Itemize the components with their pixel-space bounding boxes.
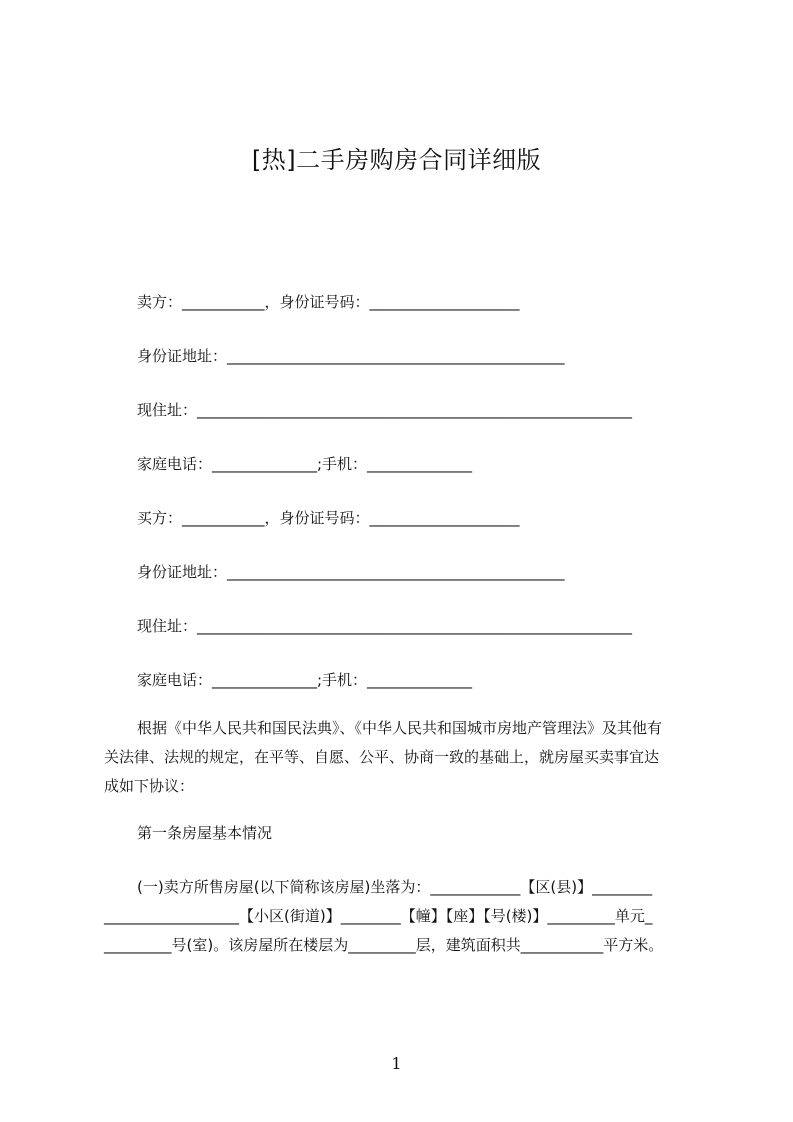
seller-name-id-line: 卖方：___________，身份证号码：____________________ [137, 293, 520, 311]
preamble-paragraph [104, 714, 704, 801]
buyer-current-address-line: 现住址：__________________________________________________________ [137, 617, 633, 635]
article1-heading: 第一条房屋基本情况 [137, 824, 273, 842]
preamble-line: 根据《中华人民共和国民法典》、《中华人民共和国城市房地产管理法》及其他有 [137, 719, 663, 737]
seller-id-address-line: 身份证地址：_____________________________________________ [137, 347, 565, 365]
preamble-line: 成如下协议： [104, 777, 195, 795]
buyer-phone-line: 家庭电话：______________;手机：______________ [137, 671, 473, 689]
preamble-line: 关法律、法规的规定，在平等、自愿、公平、协商一致的基础上，就房屋买卖事宜达 [104, 748, 660, 766]
article1-paragraph [104, 873, 704, 960]
page-number: 1 [391, 1054, 402, 1073]
seller-phone-line: 家庭电话：______________;手机：______________ [137, 455, 473, 473]
document-title: [热]二手房购房合同详细版 [251, 146, 542, 174]
buyer-id-address-line: 身份证地址：_____________________________________________ [137, 563, 565, 581]
article1-line: __________________【小区(街道)】________【幢】【座】【号(楼)】_________单元_ [104, 907, 653, 925]
seller-current-address-line: 现住址：__________________________________________________________ [137, 401, 633, 419]
article1-line: _________号(室)。该房屋所在楼层为_________层，建筑面积共___________平方米。 [104, 936, 664, 954]
article1-line: (一)卖方所售房屋(以下简称该房屋)坐落为：____________【区(县)】________ [137, 878, 653, 896]
buyer-name-id-line: 买方：___________，身份证号码：____________________ [137, 509, 520, 527]
